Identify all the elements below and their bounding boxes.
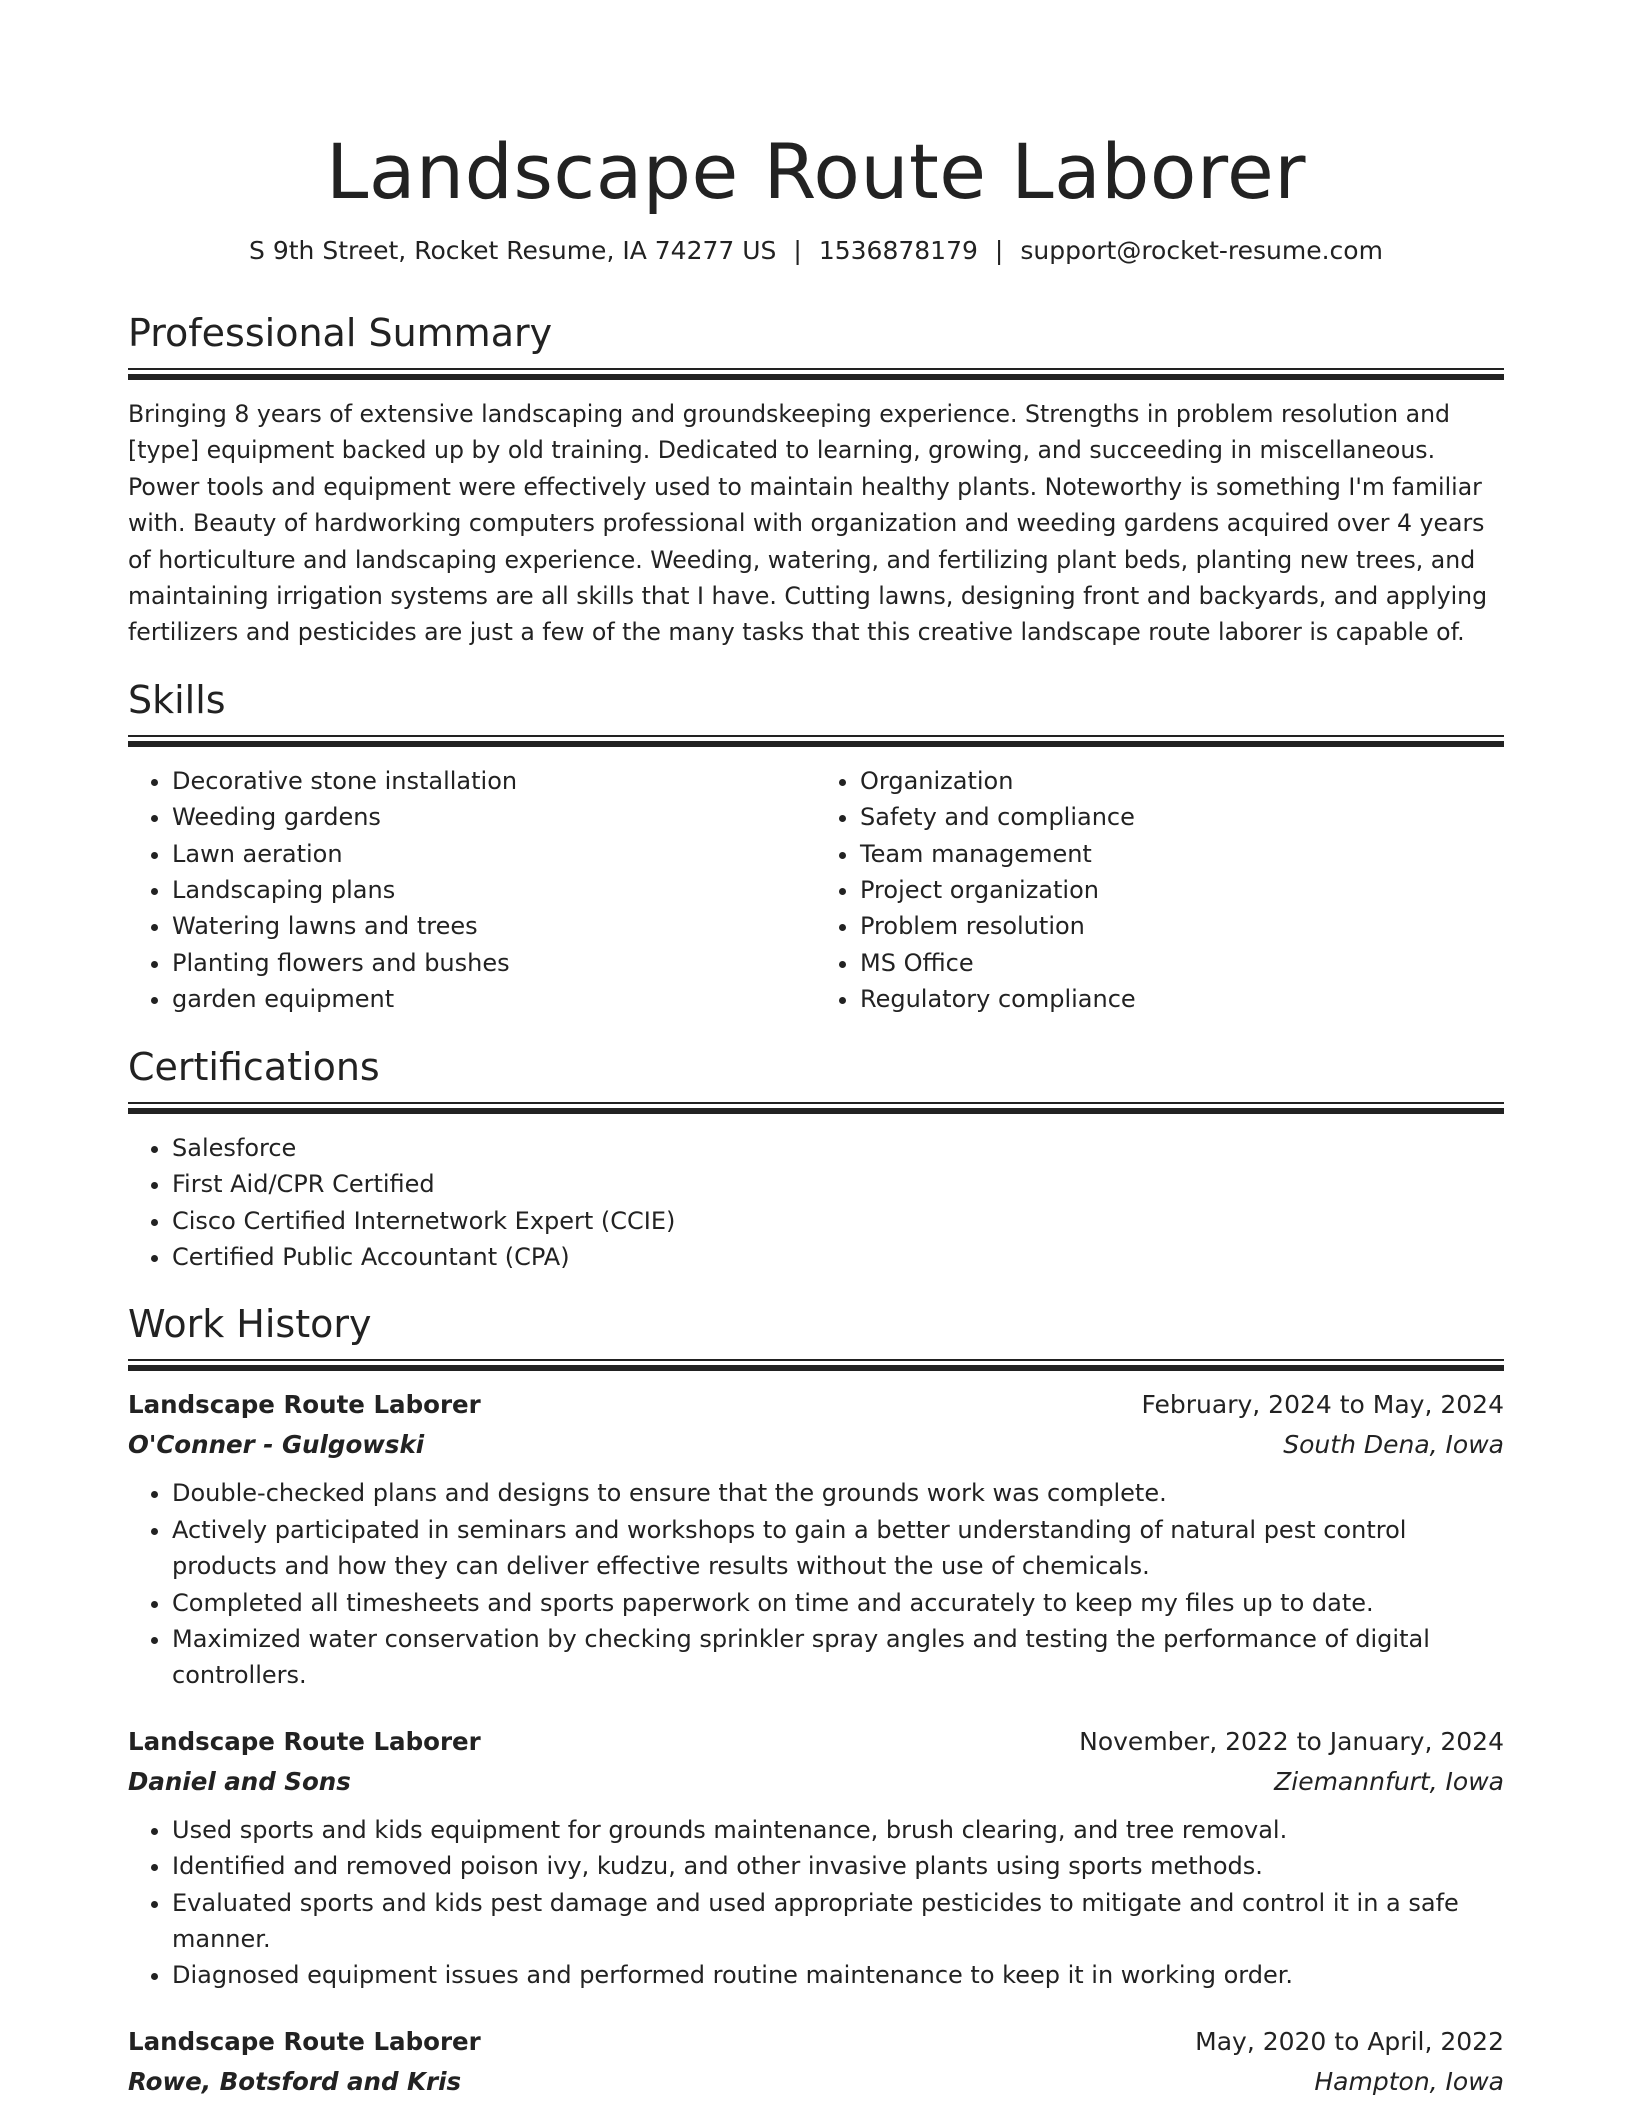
- contact-line: [128, 234, 1504, 268]
- certification-item: • Certified Public Accountant (CPA): [172, 1239, 1504, 1275]
- section-divider: [128, 735, 1504, 747]
- job-header: [128, 1722, 1504, 1762]
- job-bullet: • Maximized water conservation by checking sprinkler spray angles and testing the performance of digital controllers.: [172, 1621, 1504, 1694]
- resume-name: Landscape Route Laborer: [326, 127, 1306, 216]
- job-bullet: • Double-checked plans and designs to ensure that the grounds work was complete.: [172, 1475, 1504, 1511]
- job-dates: February, 2024 to May, 2024: [1141, 1390, 1504, 1420]
- job-bullet: • Evaluated sports and kids pest damage and used appropriate pesticides to mitigate and control it in a safe manner.: [172, 1885, 1504, 1958]
- job-bullet: • Used sports and kids equipment for grounds maintenance, brush clearing, and tree removal.: [172, 1812, 1504, 1848]
- section-divider: [128, 368, 1504, 380]
- certification-item: • First Aid/CPR Certified: [172, 1166, 1504, 1202]
- skills-column-right: [816, 763, 1504, 1018]
- job-bullet: • Identified and removed poison ivy, kudzu, and other invasive plants using sports methods.: [172, 1848, 1504, 1884]
- section-title-work-history: Work History: [128, 1302, 372, 1347]
- skill-item: • Team management: [860, 836, 1504, 872]
- skill-item: • Planting flowers and bushes: [172, 945, 816, 981]
- job-location: Hampton, Iowa: [1314, 2066, 1504, 2096]
- skill-item: • Organization: [860, 763, 1504, 799]
- summary-text: Bringing 8 years of extensive landscaping and groundskeeping experience. Strengths in problem resolution and [type] equipment backed up by old training. Dedicated to learning, growing, and succeeding in miscellaneous. Power tools and equipment were effectively used to maintain healthy plants. Noteworthy is something I'm familiar with. Beauty of hardworking computers professional with organization and weeding gardens acquired over 4 years of horticulture and landscaping experience. Weeding, watering, and fertilizing plant beds, planting new trees, and maintaining irrigation systems are all skills that I have. Cutting lawns, designing front and backyards, and applying fertilizers and pesticides are just a few of the many tasks that this creative landscape route laborer is capable of.: [128, 400, 1488, 647]
- job-company: O'Conner - Gulgowski: [128, 1430, 425, 1460]
- section-divider: [128, 1359, 1504, 1371]
- job-dates: May, 2020 to April, 2022: [1195, 2026, 1504, 2056]
- contact-separator: |: [793, 236, 802, 265]
- skills-column-left: [128, 763, 816, 1018]
- skill-item: • Problem resolution: [860, 908, 1504, 944]
- job-entry: [128, 2022, 1504, 2102]
- job-title: Landscape Route Laborer: [128, 1390, 481, 1420]
- job-subheader: [128, 1425, 1504, 1465]
- skills-list-left: [128, 763, 816, 1018]
- skill-item: • Safety and compliance: [860, 799, 1504, 835]
- certifications-list: [128, 1130, 1504, 1276]
- job-bullets: [128, 1812, 1504, 1994]
- job-header: [128, 2022, 1504, 2062]
- skills-columns: [128, 763, 1504, 1018]
- job-bullet: • Actively participated in seminars and workshops to gain a better understanding of natural pest control products and how they can deliver effective results without the use of chemicals.: [172, 1512, 1504, 1585]
- certifications-section: [128, 1042, 1504, 1276]
- section-title-certifications: Certifications: [128, 1044, 380, 1089]
- job-entry: [128, 1722, 1504, 1994]
- skill-item: • Regulatory compliance: [860, 981, 1504, 1017]
- skills-section: [128, 675, 1504, 1018]
- job-header: [128, 1385, 1504, 1425]
- skill-item: • MS Office: [860, 945, 1504, 981]
- job-bullet: • Completed all timesheets and sports paperwork on time and accurately to keep my files up to date.: [172, 1585, 1504, 1621]
- job-title: Landscape Route Laborer: [128, 1726, 481, 1756]
- work-history-section: [128, 1299, 1504, 2101]
- job-entry: [128, 1385, 1504, 1693]
- phone: 1536878179: [818, 236, 978, 265]
- certification-item: • Salesforce: [172, 1130, 1504, 1166]
- section-divider: [128, 1102, 1504, 1114]
- job-dates: November, 2022 to January, 2024: [1079, 1726, 1504, 1756]
- skill-item: • Lawn aeration: [172, 836, 816, 872]
- job-company: Rowe, Botsford and Kris: [128, 2066, 462, 2096]
- skills-list-right: [816, 763, 1504, 1018]
- skill-item: • Watering lawns and trees: [172, 908, 816, 944]
- job-subheader: [128, 2062, 1504, 2102]
- job-location: Ziemannfurt, Iowa: [1274, 1766, 1504, 1796]
- contact-separator: |: [994, 236, 1004, 265]
- email[interactable]: support@rocket-resume.com: [1020, 236, 1383, 265]
- skill-item: • Landscaping plans: [172, 872, 816, 908]
- certification-item: • Cisco Certified Internetwork Expert (CCIE): [172, 1203, 1504, 1239]
- address: S 9th Street, Rocket Resume, IA 74277 US: [249, 236, 777, 265]
- job-location: South Dena, Iowa: [1283, 1430, 1504, 1460]
- job-company: Daniel and Sons: [128, 1766, 351, 1796]
- job-bullet: • Diagnosed equipment issues and performed routine maintenance to keep it in working order.: [172, 1957, 1504, 1993]
- job-bullets: [128, 1475, 1504, 1693]
- skill-item: • Weeding gardens: [172, 799, 816, 835]
- section-title-summary: Professional Summary: [128, 311, 553, 355]
- job-title: Landscape Route Laborer: [128, 2026, 481, 2056]
- section-title-skills: Skills: [128, 677, 226, 722]
- summary-section: [128, 308, 1504, 651]
- skill-item: • Decorative stone installation: [172, 763, 816, 799]
- skill-item: • garden equipment: [172, 981, 816, 1017]
- job-subheader: [128, 1762, 1504, 1802]
- skill-item: • Project organization: [860, 872, 1504, 908]
